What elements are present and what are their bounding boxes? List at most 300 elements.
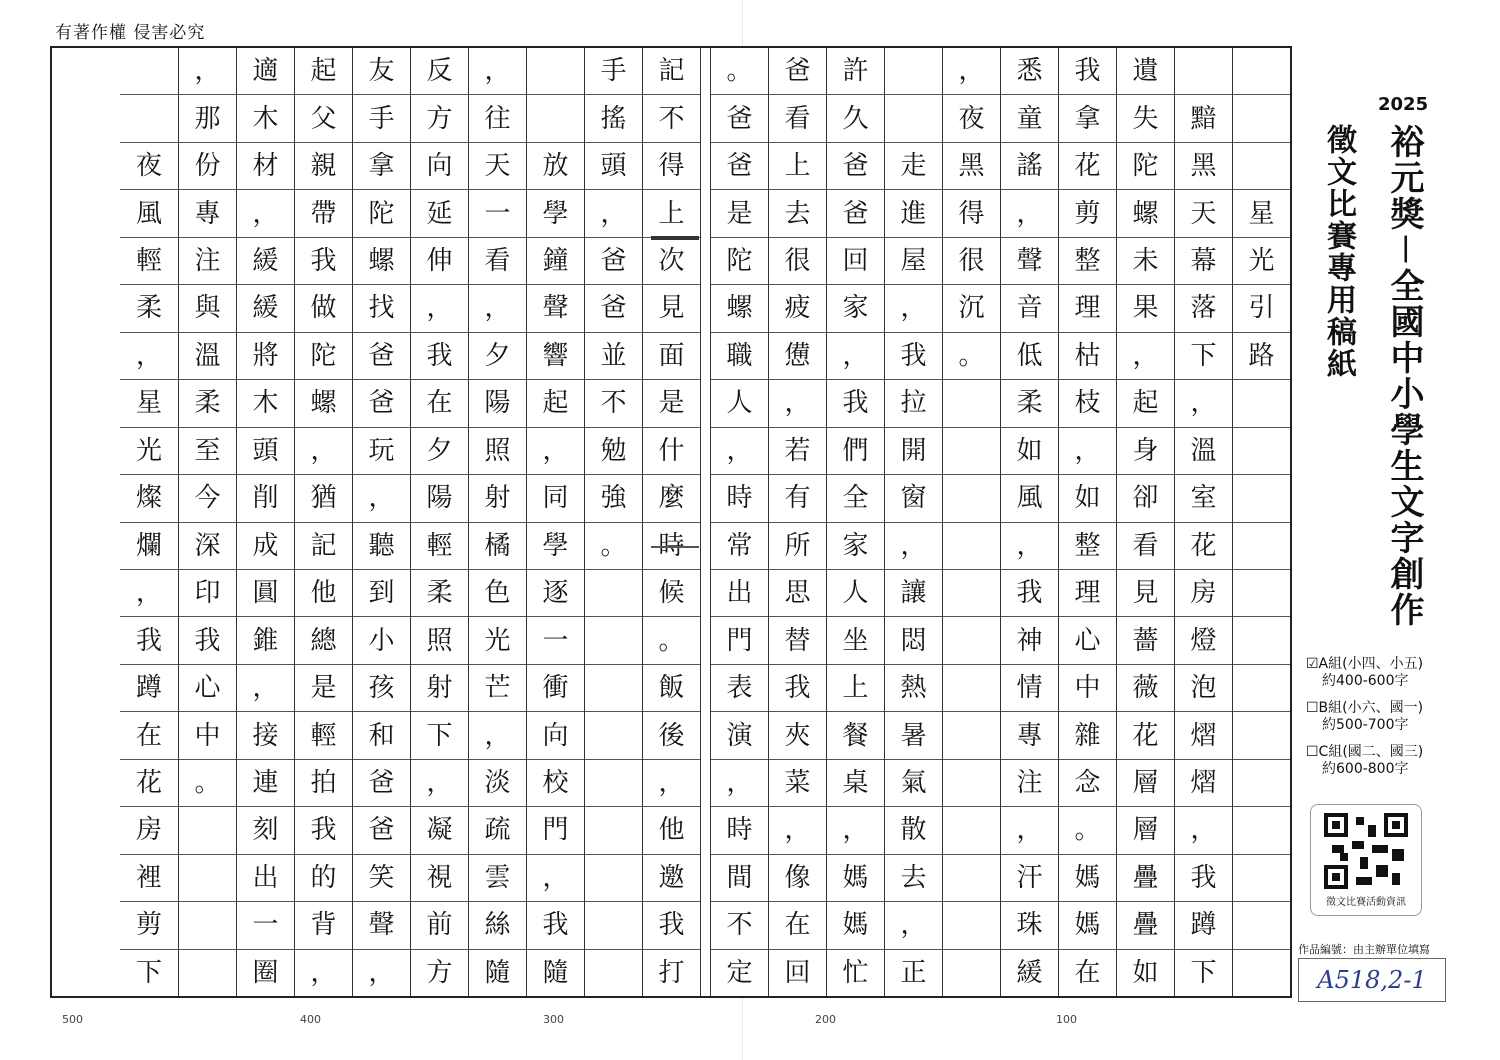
grid-cell: 思 <box>769 570 826 617</box>
grid-cell: 爸 <box>827 190 884 237</box>
grid-cell: 我 <box>295 807 352 854</box>
grid-cell: ， <box>1001 807 1058 854</box>
grid-cell <box>1233 950 1290 996</box>
contest-subtitle: 徵文比賽專用稿紙 <box>1321 124 1356 380</box>
group-a-range: 約400-600字 <box>1322 673 1409 689</box>
grid-cell: 方 <box>426 957 453 988</box>
grid-cell: 替 <box>769 617 826 664</box>
grid-cell: 小 <box>353 617 410 664</box>
grid-cell: 成 <box>237 523 294 570</box>
grid-cell: 很 <box>769 238 826 285</box>
grid-cell: 低 <box>1001 333 1058 380</box>
contest-title: 裕元獎－全國中小學生文字創作 <box>1384 124 1424 628</box>
grid-cell: 整 <box>1059 523 1116 570</box>
grid-cell: 在 <box>120 712 178 759</box>
grid-cell: 深 <box>179 523 236 570</box>
grid-cell: 下 <box>135 957 162 988</box>
work-number-box <box>1298 958 1446 1002</box>
grid-cell: 是 <box>711 190 768 237</box>
grid-cell: 看 <box>1117 523 1174 570</box>
grid-cell: 心 <box>1059 617 1116 664</box>
grid-cell: 得 <box>943 190 1000 237</box>
grid-cell: 下 <box>411 712 468 759</box>
grid-cell: 爸 <box>711 95 768 142</box>
grid-cell: 定 <box>726 957 753 988</box>
grid-cell: 散 <box>885 807 942 854</box>
grid-cell: 注 <box>1001 760 1058 807</box>
grid-cell: 麼 <box>643 475 700 522</box>
grid-cell <box>179 950 236 996</box>
grid-cell: 房 <box>1175 570 1232 617</box>
grid-cell: 強 <box>585 475 642 522</box>
grid-cell: 向 <box>527 712 584 759</box>
grid-cell: 薔 <box>1117 617 1174 664</box>
grid-cell: 謠 <box>1001 143 1058 190</box>
grid-cell: 。 <box>943 333 1000 380</box>
grid-cell <box>1233 143 1290 190</box>
grid-cell: 一 <box>469 190 526 237</box>
grid-cell: 友 <box>353 48 410 95</box>
grid-cell: 背 <box>295 902 352 949</box>
grid-cell: 爸 <box>353 333 410 380</box>
grid-cell <box>585 665 642 712</box>
grid-column <box>120 48 178 996</box>
grid-cell: 中 <box>1059 665 1116 712</box>
grid-cell: 情 <box>1001 665 1058 712</box>
grid-cell: 專 <box>179 190 236 237</box>
grid-cell: 黑 <box>1175 143 1232 190</box>
grid-cell: ， <box>411 760 468 807</box>
grid-column <box>526 48 584 996</box>
grid-cell <box>1233 712 1290 759</box>
grid-cell: 表 <box>711 665 768 712</box>
grid-cell: 後 <box>643 712 700 759</box>
grid-cell: 剪 <box>1059 190 1116 237</box>
grid-column <box>236 48 294 996</box>
grid-cell: 疊 <box>1117 855 1174 902</box>
grid-cell: 溫 <box>179 333 236 380</box>
qr-code-panel[interactable] <box>1310 804 1422 916</box>
grid-cell: 在 <box>769 902 826 949</box>
grid-column <box>468 48 526 996</box>
grid-cell: 身 <box>1117 428 1174 475</box>
grid-cell: 專 <box>1001 712 1058 759</box>
grid-cell: 桌 <box>827 760 884 807</box>
grid-cell: 風 <box>120 190 178 237</box>
grid-cell: 爸 <box>353 807 410 854</box>
center-fold-mark <box>651 236 699 246</box>
grid-cell: 搖 <box>585 95 642 142</box>
grid-cell: 的 <box>295 855 352 902</box>
grid-cell: 到 <box>353 570 410 617</box>
grid-cell: 輕 <box>295 712 352 759</box>
grid-cell: 有 <box>769 475 826 522</box>
grid-cell: 同 <box>527 475 584 522</box>
grid-cell: ， <box>120 570 178 617</box>
grid-cell: 不 <box>643 95 700 142</box>
grid-cell: 爸 <box>827 143 884 190</box>
grid-cell: 層 <box>1117 760 1174 807</box>
char-count-100: 100 <box>1056 1013 1077 1026</box>
grid-cell: 並 <box>585 333 642 380</box>
grid-cell: 熱 <box>885 665 942 712</box>
grid-cell: 時 <box>711 807 768 854</box>
grid-cell: 手 <box>585 48 642 95</box>
center-fold-mark-lower <box>651 546 699 556</box>
grid-cell: 人 <box>827 570 884 617</box>
grid-cell: 上 <box>827 665 884 712</box>
grid-cell: 和 <box>353 712 410 759</box>
group-a-label: ☑A組(小四、小五) <box>1306 656 1424 672</box>
grid-cell: 頭 <box>237 428 294 475</box>
grid-cell: 他 <box>295 570 352 617</box>
grid-cell: 屋 <box>885 238 942 285</box>
grid-cell: 出 <box>237 855 294 902</box>
grid-cell: 熠 <box>1175 712 1232 759</box>
grid-cell: 神 <box>1001 617 1058 664</box>
grid-cell <box>1233 902 1290 949</box>
grid-cell: 是 <box>643 380 700 427</box>
char-count-400: 400 <box>300 1013 321 1026</box>
grid-cell: 照 <box>469 428 526 475</box>
grid-cell: ， <box>237 190 294 237</box>
char-count-300: 300 <box>543 1013 564 1026</box>
grid-cell: 總 <box>295 617 352 664</box>
grid-cell <box>179 807 236 854</box>
grid-cell: 雜 <box>1059 712 1116 759</box>
grid-cell: 螺 <box>1117 190 1174 237</box>
grid-cell: 常 <box>711 523 768 570</box>
qr-code-icon <box>1324 813 1408 889</box>
grid-cell: 將 <box>237 333 294 380</box>
grid-cell: 星 <box>1233 190 1290 237</box>
grid-cell: ， <box>353 475 410 522</box>
grid-column <box>1232 48 1290 996</box>
grid-cell <box>585 617 642 664</box>
grid-cell: 方 <box>411 95 468 142</box>
manuscript-grid <box>50 46 1292 998</box>
grid-cell: 柔 <box>120 285 178 332</box>
grid-cell: 悉 <box>1001 48 1058 95</box>
grid-cell: 看 <box>469 238 526 285</box>
grid-cell <box>585 712 642 759</box>
grid-cell <box>943 807 1000 854</box>
grid-cell: 忙 <box>842 957 869 988</box>
grid-cell <box>1233 855 1290 902</box>
grid-cell: 他 <box>643 807 700 854</box>
grid-cell: ， <box>769 380 826 427</box>
grid-cell: 材 <box>237 143 294 190</box>
grid-cell: ， <box>120 333 178 380</box>
grid-cell: 出 <box>711 570 768 617</box>
grid-cell <box>943 570 1000 617</box>
grid-cell <box>885 95 942 142</box>
grid-cell: 我 <box>295 238 352 285</box>
grid-cell: 鐘 <box>527 238 584 285</box>
group-options <box>1306 656 1423 788</box>
grid-cell: 時 <box>643 523 700 570</box>
grid-cell <box>120 95 178 142</box>
grid-cell: 在 <box>1074 957 1101 988</box>
grid-cell <box>943 902 1000 949</box>
grid-cell: 星 <box>120 380 178 427</box>
grid-cell: 芒 <box>469 665 526 712</box>
grid-cell: 我 <box>643 902 700 949</box>
grid-cell: 起 <box>527 380 584 427</box>
grid-cell: 許 <box>827 48 884 95</box>
grid-cell: 螺 <box>295 380 352 427</box>
grid-cell: 一 <box>237 902 294 949</box>
grid-column <box>642 48 700 996</box>
grid-cell: ， <box>1059 428 1116 475</box>
grid-cell: 一 <box>527 617 584 664</box>
grid-column <box>294 48 352 996</box>
group-c-option[interactable] <box>1306 744 1423 778</box>
grid-cell: 蹲 <box>1175 902 1232 949</box>
grid-cell: 找 <box>353 285 410 332</box>
grid-column <box>710 48 768 996</box>
grid-cell: 雲 <box>469 855 526 902</box>
group-b-option[interactable] <box>1306 700 1423 734</box>
grid-cell <box>943 665 1000 712</box>
grid-cell: 帶 <box>295 190 352 237</box>
grid-cell: 記 <box>643 48 700 95</box>
grid-cell: 中 <box>179 712 236 759</box>
grid-cell: 陀 <box>353 190 410 237</box>
grid-cell: 家 <box>827 523 884 570</box>
grid-cell: 木 <box>237 380 294 427</box>
grid-cell: ， <box>1175 380 1232 427</box>
grid-cell: 。 <box>585 523 642 570</box>
grid-cell: 層 <box>1117 807 1174 854</box>
grid-cell: ， <box>943 48 1000 95</box>
grid-cell: ， <box>1001 523 1058 570</box>
copyright-notice: 有著作權 侵害必究 <box>55 23 206 43</box>
grid-cell: 門 <box>527 807 584 854</box>
grid-cell: 夾 <box>769 712 826 759</box>
grid-cell <box>1233 428 1290 475</box>
grid-cell: 光 <box>469 617 526 664</box>
grid-cell: 職 <box>711 333 768 380</box>
grid-cell: 學 <box>527 523 584 570</box>
grid-cell <box>1233 807 1290 854</box>
grid-cell: 泡 <box>1175 665 1232 712</box>
grid-cell: 去 <box>885 855 942 902</box>
grid-cell: 起 <box>1117 380 1174 427</box>
grid-cell: 果 <box>1117 285 1174 332</box>
grid-cell: 門 <box>711 617 768 664</box>
grid-cell: 刻 <box>237 807 294 854</box>
grid-cell <box>885 48 942 95</box>
grid-cell: 所 <box>769 523 826 570</box>
grid-cell: 枯 <box>1059 333 1116 380</box>
grid-cell: 拿 <box>1059 95 1116 142</box>
grid-cell: 全 <box>827 475 884 522</box>
grid-cell: 媽 <box>1059 902 1116 949</box>
grid-cell <box>1233 95 1290 142</box>
grid-cell: 爸 <box>353 380 410 427</box>
grid-cell: 卻 <box>1117 475 1174 522</box>
grid-cell <box>527 95 584 142</box>
grid-cell <box>179 902 236 949</box>
grid-cell <box>179 855 236 902</box>
grid-cell: 燈 <box>1175 617 1232 664</box>
grid-cell: 花 <box>1059 143 1116 190</box>
grid-cell: 爸 <box>711 143 768 190</box>
grid-cell: 陀 <box>295 333 352 380</box>
grid-cell: 響 <box>527 333 584 380</box>
grid-cell: 珠 <box>1001 902 1058 949</box>
grid-cell: 理 <box>1059 570 1116 617</box>
grid-cell: 手 <box>353 95 410 142</box>
grid-cell: ， <box>310 957 337 988</box>
group-b-label: ☐B組(小六、國一) <box>1306 700 1424 716</box>
grid-cell: 裡 <box>120 855 178 902</box>
grid-cell: 做 <box>295 285 352 332</box>
grid-cell: 疲 <box>769 285 826 332</box>
grid-cell: 接 <box>237 712 294 759</box>
grid-cell: 我 <box>120 617 178 664</box>
grid-cell: 薇 <box>1117 665 1174 712</box>
grid-cell: 那 <box>179 95 236 142</box>
grid-cell: 爸 <box>353 760 410 807</box>
group-a-option[interactable] <box>1306 656 1423 690</box>
grid-cell: 輕 <box>120 238 178 285</box>
grid-cell: 我 <box>1001 570 1058 617</box>
grid-cell: 。 <box>711 48 768 95</box>
grid-cell: 間 <box>711 855 768 902</box>
grid-column <box>584 48 642 996</box>
grid-cell: 上 <box>643 190 700 237</box>
grid-cell: 衝 <box>527 665 584 712</box>
grid-cell: 在 <box>411 380 468 427</box>
grid-cell: 下 <box>1190 957 1217 988</box>
grid-cell: 木 <box>237 95 294 142</box>
grid-cell: ， <box>295 428 352 475</box>
center-divider <box>700 48 710 996</box>
grid-cell <box>1233 48 1290 95</box>
grid-cell <box>585 570 642 617</box>
grid-cell: 剪 <box>120 902 178 949</box>
grid-cell: 引 <box>1233 285 1290 332</box>
grid-column <box>884 48 942 996</box>
grid-cell: 溫 <box>1175 428 1232 475</box>
grid-cell <box>1233 760 1290 807</box>
grid-cell: 菜 <box>769 760 826 807</box>
grid-cell: 家 <box>827 285 884 332</box>
grid-cell: 沉 <box>943 285 1000 332</box>
grid-cell: 風 <box>1001 475 1058 522</box>
grid-cell: 媽 <box>827 855 884 902</box>
grid-cell: ， <box>527 855 584 902</box>
grid-cell: 上 <box>769 143 826 190</box>
grid-cell: 面 <box>643 333 700 380</box>
grid-cell: 拍 <box>295 760 352 807</box>
grid-cell: ， <box>711 760 768 807</box>
grid-cell: 房 <box>120 807 178 854</box>
char-count-200: 200 <box>815 1013 836 1026</box>
grid-cell <box>943 380 1000 427</box>
grid-cell: 黯 <box>1175 95 1232 142</box>
grid-cell: 我 <box>827 380 884 427</box>
grid-cell: 蹲 <box>120 665 178 712</box>
grid-cell <box>585 807 642 854</box>
grid-cell: 演 <box>711 712 768 759</box>
grid-cell <box>943 855 1000 902</box>
grid-cell: 開 <box>885 428 942 475</box>
grid-cell: 爛 <box>120 523 178 570</box>
grid-cell: 得 <box>643 143 700 190</box>
grid-cell: 起 <box>295 48 352 95</box>
grid-cell: 看 <box>769 95 826 142</box>
grid-cell: 疏 <box>469 807 526 854</box>
grid-cell <box>585 902 642 949</box>
grid-cell: 失 <box>1117 95 1174 142</box>
grid-cell: 是 <box>295 665 352 712</box>
grid-cell: 爸 <box>585 285 642 332</box>
grid-cell: ， <box>769 807 826 854</box>
grid-cell: 玩 <box>353 428 410 475</box>
grid-cell: 反 <box>411 48 468 95</box>
grid-cell: 笑 <box>353 855 410 902</box>
qr-caption: 徵文比賽活動資訊 <box>1326 896 1406 908</box>
grid-cell: 未 <box>1117 238 1174 285</box>
grid-cell: 去 <box>769 190 826 237</box>
grid-cell: 聲 <box>1001 238 1058 285</box>
grid-cell: 拿 <box>353 143 410 190</box>
grid-cell: 枝 <box>1059 380 1116 427</box>
grid-cell: 遺 <box>1117 48 1174 95</box>
group-c-range: 約600-800字 <box>1322 761 1409 777</box>
grid-cell: 孩 <box>353 665 410 712</box>
grid-cell <box>1233 665 1290 712</box>
grid-cell: 室 <box>1175 475 1232 522</box>
grid-cell: 份 <box>179 143 236 190</box>
grid-cell: ， <box>469 48 526 95</box>
grid-cell: 圓 <box>237 570 294 617</box>
grid-cell: 黑 <box>943 143 1000 190</box>
grid-cell: 疊 <box>1117 902 1174 949</box>
grid-cell: 落 <box>1175 285 1232 332</box>
grid-cell: ， <box>885 285 942 332</box>
grid-cell: 讓 <box>885 570 942 617</box>
grid-cell: 悶 <box>885 617 942 664</box>
grid-cell: 柔 <box>411 570 468 617</box>
grid-cell: 我 <box>1059 48 1116 95</box>
grid-cell: 錐 <box>237 617 294 664</box>
grid-cell: 我 <box>411 333 468 380</box>
grid-cell: 如 <box>1001 428 1058 475</box>
grid-cell: 氣 <box>885 760 942 807</box>
grid-cell: 回 <box>784 957 811 988</box>
grid-cell: 聲 <box>353 902 410 949</box>
grid-cell: 拉 <box>885 380 942 427</box>
grid-cell: 光 <box>1233 238 1290 285</box>
grid-cell <box>943 950 1000 996</box>
grid-cell: 久 <box>827 95 884 142</box>
grid-cell: 媽 <box>1059 855 1116 902</box>
grid-cell: ， <box>368 957 395 988</box>
grid-cell: 理 <box>1059 285 1116 332</box>
grid-cell: 暑 <box>885 712 942 759</box>
grid-cell <box>943 712 1000 759</box>
grid-cell: ， <box>711 428 768 475</box>
grid-cell: 聲 <box>527 285 584 332</box>
grid-cell: 今 <box>179 475 236 522</box>
grid-cell: 熠 <box>1175 760 1232 807</box>
grid-cell <box>120 48 178 95</box>
grid-cell: ， <box>585 190 642 237</box>
